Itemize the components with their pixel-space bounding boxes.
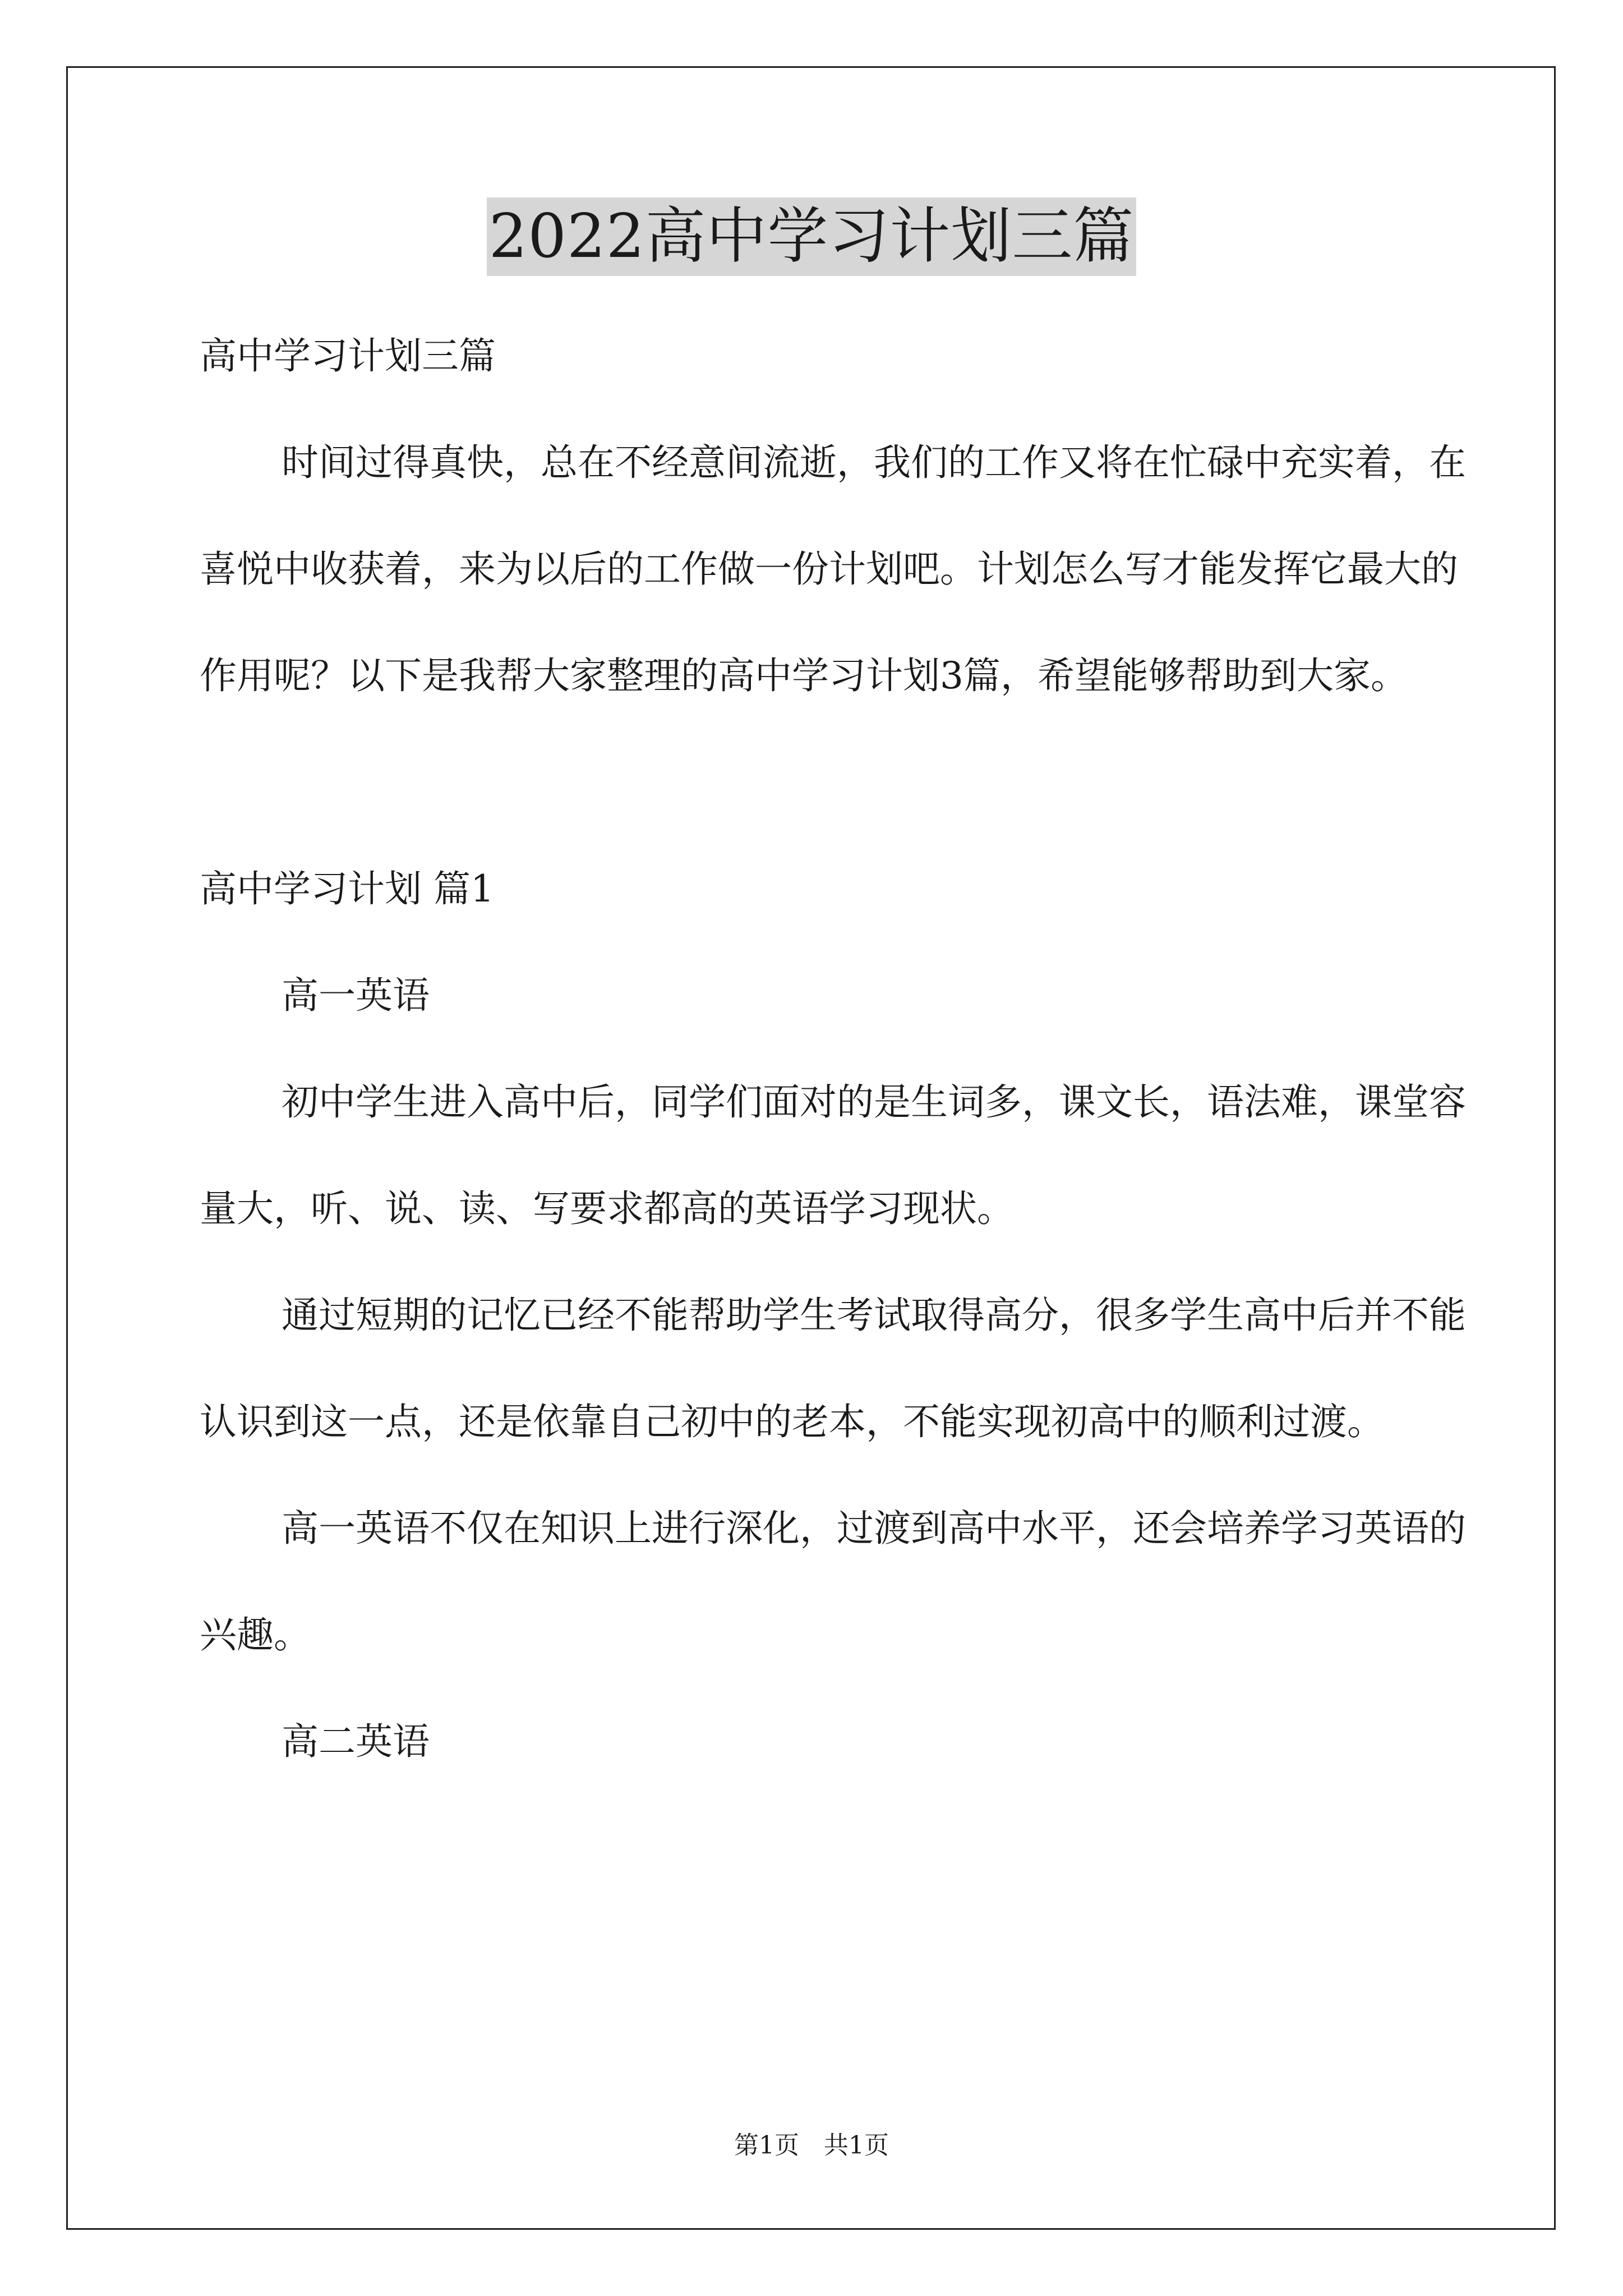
document-body — [200, 303, 1468, 1795]
title-container — [0, 197, 1623, 276]
page-number-label: 第1页 共1页 — [734, 2131, 889, 2160]
intro-heading: 高中学习计划三篇 — [200, 334, 496, 378]
section1-paragraph-2: 通过短期的记忆已经不能帮助学生考试取得高分，很多学生高中后并不能认识到这一点，还是依靠自己初中的老本，不能实现初高中的顺利过渡。 — [200, 1294, 1466, 1443]
section1-subheading-1: 高一英语 — [282, 974, 430, 1017]
page-footer — [0, 2129, 1623, 2162]
section1-subheading-2: 高二英语 — [282, 1720, 430, 1763]
section1-paragraph-3: 高一英语不仅在知识上进行深化，过渡到高中水平，还会培养学习英语的兴趣。 — [200, 1507, 1466, 1657]
section-spacer — [200, 729, 1468, 836]
section1-heading: 高中学习计划 篇1 — [200, 867, 494, 910]
section1-paragraph-1: 初中学生进入高中后，同学们面对的是生词多，课文长，语法难，课堂容量大，听、说、读、写要求都高的英语学习现状。 — [200, 1080, 1466, 1230]
document-title: 2022高中学习计划三篇 — [487, 197, 1137, 276]
intro-paragraph: 时间过得真快，总在不经意间流逝，我们的工作又将在忙碌中充实着，在喜悦中收获着，来为以后的工作做一份计划吧。计划怎么写才能发挥它最大的作用呢？以下是我帮大家整理的高中学习计划3篇，希望能够帮助到大家。 — [200, 441, 1466, 697]
